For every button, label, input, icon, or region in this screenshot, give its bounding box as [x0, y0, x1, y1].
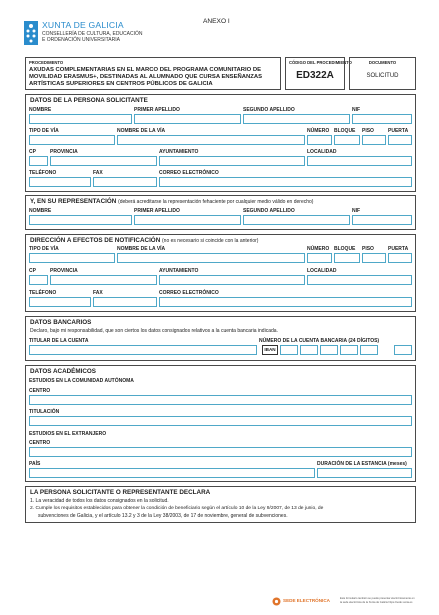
label-numero: NÚMERO	[307, 128, 330, 134]
label-fax: FAX	[93, 290, 103, 296]
label-pais: PAÍS	[29, 461, 41, 467]
procedure-title-3: ARTÍSTICAS SUPERIORES EN CENTROS PÚBLICOS DE GALICIA	[29, 81, 213, 87]
segundo-apellido-field[interactable]	[243, 114, 350, 124]
iban-label: IBAN	[262, 345, 278, 355]
label-puerta: PUERTA	[388, 246, 409, 252]
bank-title: DATOS BANCARIOS	[30, 319, 92, 326]
label-cp: CP	[29, 149, 36, 155]
not-tipo-via-field[interactable]	[29, 253, 115, 263]
fax-field[interactable]	[93, 177, 157, 187]
sede-icon	[272, 597, 281, 606]
section-title: DATOS DE LA PERSONA SOLICITANTE	[30, 97, 148, 104]
label-nombre-via: NOMBRE DE LA VÍA	[117, 128, 166, 134]
entity-field[interactable]	[300, 345, 318, 355]
provincia-field[interactable]	[50, 156, 157, 166]
procedure-title-1: AXUDAS COMPLEMENTARIAS EN EL MARCO DEL PROGRAMA COMUNITARIO DE	[29, 67, 262, 73]
label-centro: CENTRO	[29, 388, 51, 394]
label-localidad: LOCALIDAD	[307, 268, 337, 274]
office-field[interactable]	[320, 345, 338, 355]
declaration-item-2a: 2. Cumple los requisitos establecidos para obtener la condición de beneficiario según el artículo 10 de la Ley 9/2007, de 13 de junio, de	[30, 506, 324, 511]
procedure-label: PROCEDIMENTO	[29, 60, 64, 65]
duracion-field[interactable]	[317, 468, 412, 478]
label-localidad: LOCALIDAD	[307, 149, 337, 155]
sede-logo-text: SEDE ELECTRÓNICA	[283, 598, 330, 603]
label-provincia: PROVINCIA	[50, 149, 78, 155]
titulacion-field[interactable]	[29, 416, 412, 426]
rep-nombre-field[interactable]	[29, 215, 132, 225]
label-telefono: TELÉFONO	[29, 170, 57, 176]
iban-field[interactable]	[280, 345, 298, 355]
label-nif: NIF	[352, 208, 361, 214]
account-field-1[interactable]	[340, 345, 358, 355]
primer-apellido-field[interactable]	[134, 114, 241, 124]
pais-field[interactable]	[29, 468, 315, 478]
section-bank	[25, 316, 416, 361]
section-title	[30, 198, 313, 205]
tipo-via-field[interactable]	[29, 135, 115, 145]
label-titulacion: TITULACIÓN	[29, 409, 60, 415]
centro-field[interactable]	[29, 395, 412, 405]
label-puerta: PUERTA	[388, 128, 409, 134]
telefono-field[interactable]	[29, 177, 91, 187]
xunta-logo	[24, 18, 184, 48]
footer-note-1: Este formulario también se puede presentar electrónicamente en	[340, 597, 415, 600]
notification-note: (no es necesario si coincide con la anterior)	[162, 238, 259, 244]
declaration-title: LA PERSONA SOLICITANTE O REPRESENTANTE DECLARA	[30, 489, 211, 496]
label-estudios-comunidad: ESTUDIOS EN LA COMUNIDAD AUTÓNOMA	[29, 378, 134, 384]
procedure-title-2: MOVILIDAD ERASMUS+, DESTINADAS AL ALUMNADO QUE CURSA ENSEÑANZAS	[29, 74, 263, 80]
cp-field[interactable]	[29, 156, 48, 166]
not-puerta-field[interactable]	[388, 253, 412, 263]
account-field-2[interactable]	[360, 345, 378, 355]
document-box	[349, 57, 416, 90]
nombre-field[interactable]	[29, 114, 132, 124]
annex-label: ANEXO I	[203, 18, 230, 25]
section-notification-address	[25, 234, 416, 312]
procedure-code-label: CÓDIGO DEL PROCEDIMIENTO	[289, 60, 352, 65]
nombre-via-field[interactable]	[117, 135, 305, 145]
label-tipo-via: TIPO DE VÍA	[29, 128, 59, 134]
bloque-field[interactable]	[334, 135, 360, 145]
ayuntamiento-field[interactable]	[159, 156, 305, 166]
not-localidad-field[interactable]	[307, 275, 412, 285]
numero-field[interactable]	[307, 135, 332, 145]
document-value: SOLICITUD	[366, 73, 399, 79]
notification-title: DIRECCIÓN A EFECTOS DE NOTIFICACIÓN	[30, 237, 161, 244]
procedure-code-box	[285, 57, 352, 90]
not-bloque-field[interactable]	[334, 253, 360, 263]
localidad-field[interactable]	[307, 156, 412, 166]
rep-segundo-apellido-field[interactable]	[243, 215, 350, 225]
nif-field[interactable]	[352, 114, 412, 124]
not-cp-field[interactable]	[29, 275, 48, 285]
label-duracion: DURACIÓN DE LA ESTANCIA (meses)	[317, 461, 407, 467]
procedure-code: ED322A	[296, 70, 334, 81]
not-provincia-field[interactable]	[50, 275, 157, 285]
not-telefono-field[interactable]	[29, 297, 91, 307]
representative-title: Y, EN SU REPRESENTACIÓN	[30, 198, 117, 205]
label-nombre-via: NOMBRE DE LA VÍA	[117, 246, 166, 252]
label-ayuntamiento: AYUNTAMIENTO	[159, 149, 199, 155]
section-representative	[25, 195, 416, 230]
label-nombre: NOMBRE	[29, 208, 52, 214]
label-numero: NÚMERO	[307, 246, 330, 252]
label-correo: CORREO ELECTRÓNICO	[159, 170, 219, 176]
representative-note: (deberá acreditarse la representación fehaciente por cualquier medio válido en derecho)	[118, 199, 314, 205]
label-correo: CORREO ELECTRÓNICO	[159, 290, 219, 296]
footer-note-2: la sede electrónica de la Xunta de Galicia https://sede.xunta.es	[340, 601, 413, 604]
label-numero-cuenta: NÚMERO DE LA CUENTA BANCARIA (24 DÍGITOS)	[259, 338, 380, 344]
label-provincia: PROVINCIA	[50, 268, 78, 274]
not-piso-field[interactable]	[362, 253, 386, 263]
label-tipo-via: TIPO DE VÍA	[29, 246, 59, 252]
section-applicant	[25, 94, 416, 192]
label-telefono: TELÉFONO	[29, 290, 57, 296]
label-primer-apellido: PRIMER APELLIDO	[134, 107, 180, 113]
label-bloque: BLOQUE	[334, 128, 356, 134]
label-piso: PISO	[362, 246, 374, 252]
label-bloque: BLOQUE	[334, 246, 356, 252]
sede-logo	[272, 597, 336, 607]
document-label: DOCUMENTO	[368, 60, 397, 65]
academic-title: DATOS ACADÉMICOS	[30, 368, 97, 375]
label-estudios-extranjero: ESTUDIOS EN EL EXTRANJERO	[29, 431, 107, 437]
label-segundo-apellido: SEGUNDO APELLIDO	[243, 208, 295, 214]
label-titular: TITULAR DE LA CUENTA	[29, 338, 89, 344]
puerta-field[interactable]	[388, 135, 412, 145]
section-declaration	[25, 486, 416, 523]
label-ayuntamiento: AYUNTAMIENTO	[159, 268, 199, 274]
declaration-item-2b: subvenciones de Galicia, y el artículo 13.2 y 3 de la Ley 38/2003, de 17 de noviembre, general de subvenciones.	[38, 513, 288, 519]
not-ayuntamiento-field[interactable]	[159, 275, 305, 285]
org-name: XUNTA DE GALICIA	[42, 20, 124, 30]
section-title	[30, 237, 258, 244]
org-dept-line-1: CONSELLERÍA DE CULTURA, EDUCACIÓN	[42, 31, 143, 37]
label-segundo-apellido: SEGUNDO APELLIDO	[243, 107, 295, 113]
not-numero-field[interactable]	[307, 253, 332, 263]
centro-extranjero-field[interactable]	[29, 447, 412, 457]
label-nombre: NOMBRE	[29, 107, 52, 113]
declaration-item-1: 1. La veracidad de todos los datos consignados en la solicitud.	[30, 498, 169, 504]
account-field-3[interactable]	[394, 345, 412, 355]
rep-nif-field[interactable]	[352, 215, 412, 225]
not-correo-field[interactable]	[159, 297, 412, 307]
not-nombre-via-field[interactable]	[117, 253, 305, 263]
label-fax: FAX	[93, 170, 103, 176]
bank-declaration: Declaro, bajo mi responsabilidad, que son ciertos los datos consignados relativos a la cuenta bancaria indicada.	[30, 328, 278, 334]
label-primer-apellido: PRIMER APELLIDO	[134, 208, 180, 214]
correo-field[interactable]	[159, 177, 412, 187]
not-fax-field[interactable]	[93, 297, 157, 307]
procedure-box	[25, 57, 281, 90]
label-nif: NIF	[352, 107, 361, 113]
label-cp: CP	[29, 268, 36, 274]
section-academic	[25, 365, 416, 482]
org-dept-line-2: E ORDENACIÓN UNIVERSITARIA	[42, 37, 120, 43]
piso-field[interactable]	[362, 135, 386, 145]
xunta-emblem-icon	[24, 21, 38, 45]
titular-field[interactable]	[29, 345, 257, 355]
rep-primer-apellido-field[interactable]	[134, 215, 241, 225]
label-centro-extranjero: CENTRO	[29, 440, 51, 446]
label-piso: PISO	[362, 128, 374, 134]
